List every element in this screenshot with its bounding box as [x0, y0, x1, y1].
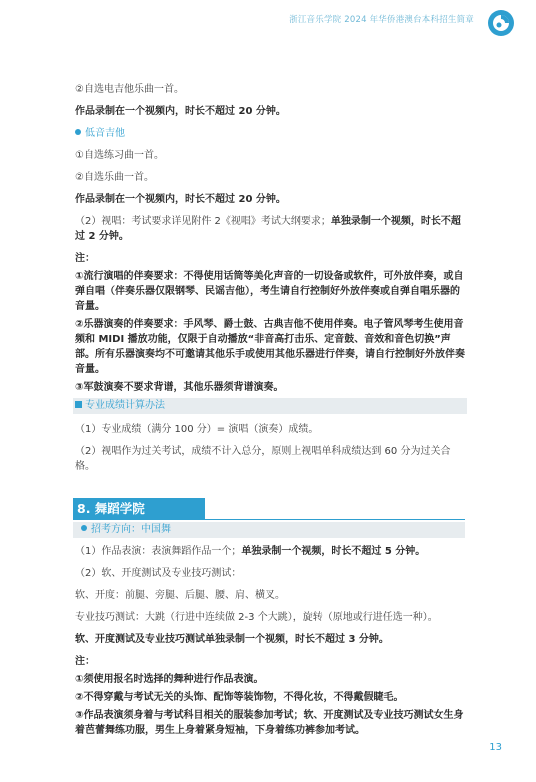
note-item: ③军鼓演奏不要求背谱，其他乐器须背谱演奏。	[75, 382, 284, 393]
paragraph: 作品录制在一个视频内，时长不超过 20 分钟。	[75, 106, 286, 117]
paragraph	[75, 214, 465, 244]
paragraph: 作品录制在一个视频内，时长不超过 20 分钟。	[75, 194, 286, 205]
paragraph: （1）专业成绩（满分 100 分）= 演唱（演奏）成绩。	[75, 424, 319, 435]
paragraph-text: （2）视唱：考试要求详见附件 2《视唱》考试大纲要求；	[75, 216, 331, 227]
subheading-label: 低音吉他	[85, 128, 125, 139]
paragraph	[75, 544, 465, 559]
section-bar-label: 专业成绩计算办法	[85, 400, 165, 411]
bullet-dot-icon	[81, 525, 87, 531]
note-item: ①流行演唱的伴奏要求：不得使用话筒等美化声音的一切设备或软件，可外放伴奏，或自弹自唱（伴奏乐器仅限钢琴、民谣吉他），考生请自行控制好外放伴奏或自弹自唱乐器的音量。	[75, 271, 464, 312]
paragraph-text-bold: 单独录制一个视频，时长不超过 5 分钟。	[241, 546, 426, 557]
paragraph: （2）视唱作为过关考试，成绩不计入总分，原则上视唱单科成绩达到 60 分为过关合格。	[75, 446, 451, 472]
paragraph: 专业技巧测试：大跳（行进中连续做 2-3 个大跳），旋转（原地或行进任选一种）。	[75, 612, 438, 623]
paragraph: ②自选乐曲一首。	[75, 172, 154, 183]
note-label: 注：	[75, 253, 95, 264]
paragraph: 软、开度测试及专业技巧测试单独录制一个视频，时长不超过 3 分钟。	[75, 634, 389, 645]
paragraph-text-bold: 单独录制一个视频，时长不超过 2 分钟。	[75, 216, 461, 242]
paragraph: ②自选电吉他乐曲一首。	[75, 84, 184, 95]
note-item: ①须使用报名时选择的舞种进行作品表演。	[75, 674, 264, 685]
paragraph: 软、开度：前腿、旁腿、后腿、腰、肩、横叉。	[75, 590, 285, 601]
note-item: ②不得穿戴与考试无关的头饰、配饰等装饰物，不得化妆，不得戴假睫毛。	[75, 692, 404, 703]
section-heading-dance	[73, 498, 465, 520]
subheading-direction	[73, 522, 465, 538]
subheading-label: 招考方向：中国舞	[91, 524, 171, 535]
page-content	[75, 82, 465, 741]
note-label: 注：	[75, 656, 95, 667]
section-heading-label: 8. 舞蹈学院	[73, 498, 205, 520]
bullet-dot-icon	[75, 129, 81, 135]
note-item: ②乐器演奏的伴奏要求：手风琴、爵士鼓、古典吉他不使用伴奏。电子管风琴考生使用音频和 MIDI 播放功能，仅限于自动播放“非音高打击乐、定音鼓、音效和音色切换”声部。所有乐器演奏均不可邀请其他乐手或使用其他乐器进行伴奏，请自行控制好外放伴奏音量。	[75, 319, 465, 375]
subheading-bass-guitar	[75, 126, 465, 141]
page-number: 13	[489, 742, 502, 753]
paragraph-text: （1）作品表演：表演舞蹈作品一个；	[75, 546, 242, 557]
paragraph: （2）软、开度测试及专业技巧测试：	[75, 568, 242, 579]
note-item: ③作品表演须身着与考试科目相关的服装参加考试；软、开度测试及专业技巧测试女生身着芭蕾舞练功服，男生上身着紧身短袖，下身着练功裤参加考试。	[75, 710, 464, 736]
section-bar-score-method	[73, 398, 467, 414]
paragraph: ①自选练习曲一首。	[75, 150, 164, 161]
header-title: 浙江音乐学院 2024 年华侨港澳台本科招生简章	[289, 15, 474, 25]
conservatory-logo-icon	[486, 8, 516, 38]
square-bullet-icon	[75, 401, 82, 408]
